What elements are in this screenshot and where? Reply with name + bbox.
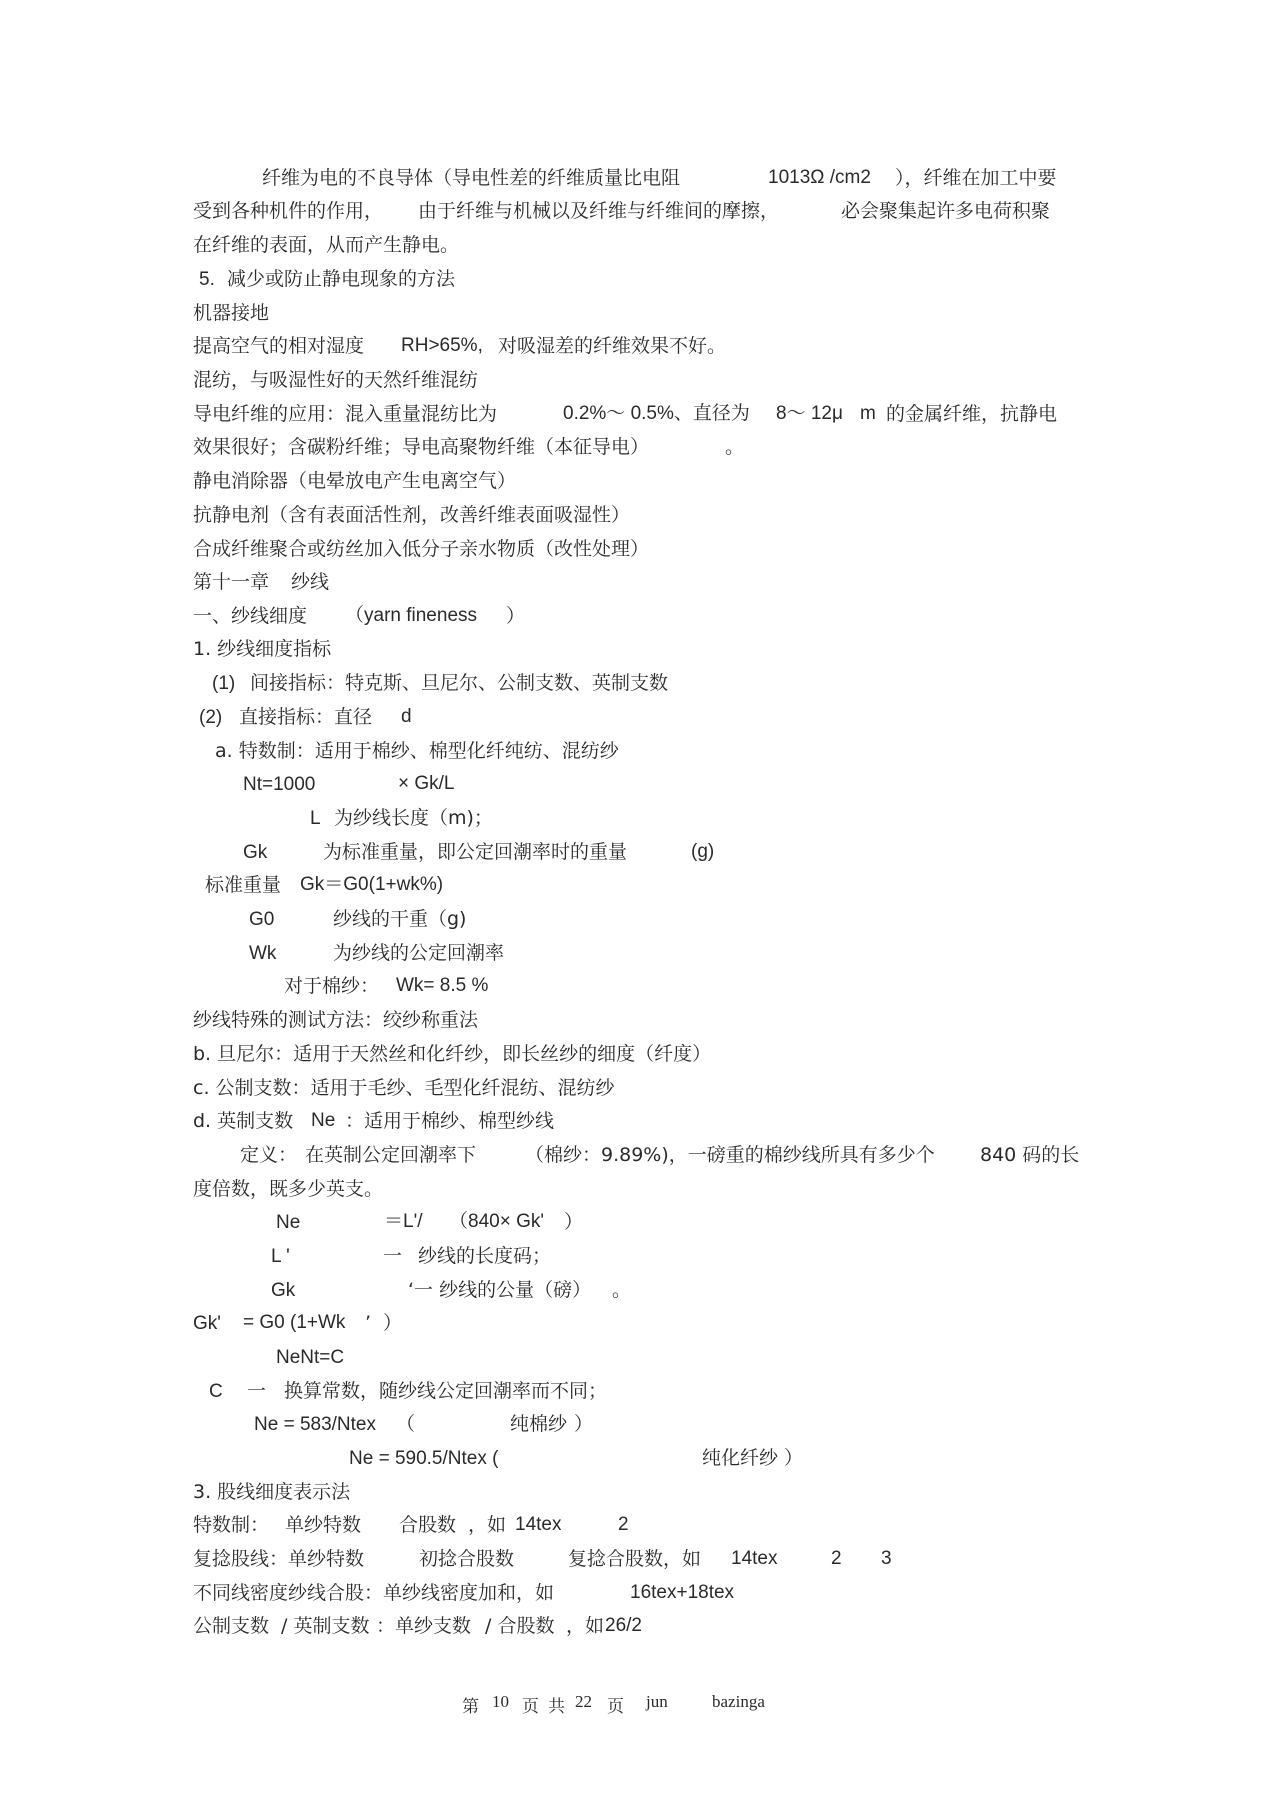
text-segment: 3. 股线细度表示法	[193, 1481, 351, 1503]
text-segment: 。	[612, 1279, 632, 1301]
text-line	[310, 806, 493, 831]
text-line	[243, 840, 715, 865]
text-segment: 特数制：	[193, 1514, 270, 1536]
text-segment: 840 码的长	[980, 1144, 1080, 1166]
text-segment: m	[860, 403, 876, 424]
text-segment: 复捻合股数，如	[568, 1548, 702, 1570]
text-line	[193, 233, 459, 257]
text-segment: Gk'	[193, 1313, 221, 1334]
text-segment: b. 旦尼尔：适用于天然丝和化纤纱，即长丝纱的细度（纤度）	[193, 1043, 712, 1065]
text-segment: Nt=1000	[243, 774, 316, 795]
text-segment: (1)	[212, 673, 236, 694]
text-line	[193, 503, 630, 527]
text-segment: 单纱特数	[285, 1514, 362, 1536]
text-line	[193, 334, 727, 358]
footer-text: 页	[522, 1697, 539, 1716]
text-segment: 机器接地	[193, 302, 270, 324]
text-line	[193, 1177, 383, 1201]
text-segment: ‘一 纱线的公量（磅）	[408, 1279, 592, 1301]
page-footer	[462, 1692, 765, 1717]
text-line	[193, 1076, 615, 1100]
text-segment: 不同线密度纱线合股：单纱线密度加和，如	[193, 1582, 555, 1604]
text-segment: ）	[564, 1211, 584, 1233]
text-segment: 2	[618, 1514, 629, 1535]
text-segment: 的金属纤维，抗静电	[886, 403, 1058, 425]
text-segment: 14tex	[731, 1548, 778, 1569]
text-segment: ＝L'/	[384, 1211, 423, 1232]
text-segment: 为标准重量，即公定回潮率时的重量	[323, 841, 628, 863]
text-segment: 0.2%～ 0.5%、直径为	[563, 403, 750, 424]
text-segment: 公制支数	[193, 1615, 270, 1637]
text-segment: （840× Gk'	[449, 1211, 544, 1232]
text-segment: 间接指标：特克斯、旦尼尔、公制支数、英制支数	[250, 672, 669, 694]
text-segment: 8～ 12μ	[776, 403, 843, 424]
text-line	[215, 739, 619, 763]
text-segment: 静电消除器（电晕放电产生电离空气）	[193, 470, 517, 492]
text-segment: 合股数	[399, 1514, 457, 1536]
text-segment: 3	[881, 1548, 892, 1569]
text-line	[193, 604, 526, 628]
text-line	[193, 402, 1058, 426]
footer-page-number: 10	[492, 1692, 509, 1711]
text-segment: ）	[574, 1413, 594, 1435]
text-segment: ）	[506, 605, 526, 627]
text-segment: 直接指标：直径	[239, 706, 373, 728]
text-segment: Gk＝G0(1+wk%)	[300, 874, 444, 895]
text-line	[193, 1480, 350, 1504]
text-segment: 对吸湿差的纤维效果不好。	[498, 335, 727, 357]
text-segment: ：单纱支数	[376, 1615, 472, 1637]
text-line	[193, 199, 1051, 223]
text-line	[193, 537, 649, 561]
text-segment: 纯棉纱	[510, 1413, 568, 1435]
text-segment: 对于棉纱：	[284, 975, 380, 997]
text-line	[199, 267, 456, 292]
text-segment: G0	[249, 909, 275, 930]
text-segment: ）	[383, 1312, 403, 1334]
text-segment: Wk= 8.5 %	[396, 975, 489, 996]
text-segment: 合成纤维聚合或纺丝加入低分子亲水物质（改性处理）	[193, 538, 650, 560]
text-segment: 初捻合股数	[419, 1548, 515, 1570]
text-line	[276, 1345, 344, 1370]
text-segment: 一	[383, 1245, 403, 1267]
text-segment: Ne = 583/Ntex	[254, 1414, 376, 1435]
text-segment: 一、纱线细度	[193, 605, 308, 627]
footer-tag: bazinga	[712, 1692, 765, 1711]
text-segment: ：适用于棉纱、棉型纱线	[345, 1110, 555, 1132]
text-line	[193, 1547, 892, 1571]
text-segment: ），纤维在加工中要	[895, 167, 1057, 189]
text-segment: Gk	[271, 1280, 296, 1301]
text-segment: 减少或防止静电现象的方法	[227, 268, 456, 290]
footer-text: 共	[548, 1697, 565, 1716]
text-line	[271, 1244, 552, 1269]
text-segment: 5.	[199, 269, 215, 290]
text-segment: ’	[365, 1312, 372, 1334]
text-segment: （	[396, 1413, 416, 1435]
text-segment: 。	[725, 436, 745, 458]
text-segment: ）	[784, 1447, 804, 1469]
text-line	[193, 1581, 735, 1605]
text-segment: 为纱线长度（m)；	[334, 807, 493, 829]
text-segment: 定义：	[240, 1144, 298, 1166]
text-line	[262, 166, 1057, 190]
text-line	[276, 1210, 584, 1235]
text-segment: (g)	[691, 841, 715, 862]
text-segment: 在纤维的表面，从而产生静电。	[193, 234, 460, 256]
text-segment: L	[310, 808, 321, 829]
text-segment: 标准重量	[205, 874, 282, 896]
text-line	[249, 941, 505, 966]
text-line	[193, 637, 331, 661]
footer-text: 第	[462, 1697, 479, 1716]
text-line	[199, 705, 412, 730]
text-line	[284, 974, 489, 998]
text-line	[193, 570, 330, 594]
text-segment: 纯化纤纱	[702, 1447, 779, 1469]
text-segment: Ne	[311, 1110, 336, 1131]
text-segment: 纤维为电的不良导体（导电性差的纤维质量比电阻	[262, 167, 681, 189]
text-segment: c. 公制支数：适用于毛纱、毛型化纤混纺、混纺纱	[193, 1077, 615, 1099]
text-segment: Wk	[249, 943, 277, 964]
text-segment: L '	[271, 1246, 290, 1267]
text-line	[249, 907, 467, 932]
text-segment: 受到各种机件的作用，	[193, 200, 384, 222]
text-segment: 复捻股线：单纱特数	[193, 1548, 365, 1570]
text-segment: 导电纤维的应用：混入重量混纺比为	[193, 403, 498, 425]
text-segment: 纱线特殊的测试方法：绞纱称重法	[193, 1009, 479, 1031]
text-segment: 换算常数，随纱线公定回潮率而不同；	[284, 1380, 608, 1402]
text-line	[193, 1109, 555, 1133]
text-segment: Gk	[243, 842, 268, 863]
text-line	[193, 435, 745, 459]
text-segment: / 英制支数	[281, 1615, 370, 1637]
text-segment: 纱线	[291, 571, 330, 593]
text-segment: = G0 (1+Wk	[243, 1312, 346, 1333]
text-segment: RH>65%,	[401, 335, 483, 356]
text-segment: 必会聚集起许多电荷积聚	[841, 200, 1051, 222]
text-segment: Ne	[276, 1212, 301, 1233]
footer-text: 页	[607, 1697, 624, 1716]
text-segment: 2	[831, 1548, 842, 1569]
footer-total-pages: 22	[575, 1692, 592, 1711]
text-segment: Ne = 590.5/Ntex (	[349, 1448, 499, 1469]
text-line	[240, 1143, 1080, 1167]
text-segment: （棉纱：9.89%)，一磅重的棉纱线所具有多少个	[525, 1144, 935, 1166]
text-segment: / 合股数	[485, 1615, 555, 1637]
text-segment: 由于纤维与机械以及纤维与纤维间的摩擦，	[418, 200, 780, 222]
text-line	[271, 1278, 632, 1303]
text-segment: 为纱线的公定回潮率	[333, 942, 505, 964]
text-line	[193, 368, 478, 392]
text-line	[205, 873, 444, 897]
text-segment: （yarn fineness	[345, 605, 478, 626]
text-line	[193, 1614, 642, 1638]
text-line	[193, 469, 516, 493]
text-segment: 16tex+18tex	[630, 1582, 735, 1603]
text-segment: C	[209, 1381, 223, 1402]
text-segment: 纱线的干重（g)	[333, 908, 467, 930]
text-segment: 一	[247, 1380, 267, 1402]
text-segment: 混纺，与吸湿性好的天然纤维混纺	[193, 369, 479, 391]
text-segment: 纱线的长度码；	[418, 1245, 552, 1267]
text-segment: 效果很好；含碳粉纤维；导电高聚物纤维（本征导电）	[193, 436, 650, 458]
footer-author: jun	[646, 1692, 668, 1711]
text-line	[212, 671, 669, 696]
text-line	[243, 772, 455, 797]
text-line	[193, 301, 269, 325]
text-segment: 14tex	[515, 1514, 562, 1535]
text-segment: × Gk/L	[398, 773, 455, 794]
text-segment: 1. 纱线细度指标	[193, 638, 332, 660]
text-line	[193, 1042, 711, 1066]
text-line	[254, 1412, 594, 1437]
text-segment: NeNt=C	[276, 1347, 345, 1368]
text-line	[193, 1008, 478, 1032]
text-line	[349, 1446, 804, 1471]
text-segment: (2)	[199, 707, 223, 728]
text-segment: 抗静电剂（含有表面活性剂，改善纤维表面吸湿性）	[193, 504, 631, 526]
text-segment: 第十一章	[193, 571, 270, 593]
text-segment: a. 特数制：适用于棉纱、棉型化纤纯纺、混纺纱	[215, 740, 619, 762]
text-segment: d	[401, 706, 412, 727]
text-segment: ，如	[468, 1514, 507, 1536]
text-line	[193, 1513, 629, 1537]
text-line	[209, 1379, 608, 1404]
text-segment: ，如	[566, 1615, 605, 1637]
text-line	[193, 1311, 403, 1336]
text-segment: 1013Ω /cm2	[768, 167, 871, 188]
text-segment: 提高空气的相对湿度	[193, 335, 365, 357]
text-segment: 26/2	[605, 1615, 642, 1636]
text-segment: d. 英制支数	[193, 1110, 294, 1132]
text-segment: 度倍数，既多少英支。	[193, 1178, 384, 1200]
text-segment: 在英制公定回潮率下	[305, 1144, 477, 1166]
